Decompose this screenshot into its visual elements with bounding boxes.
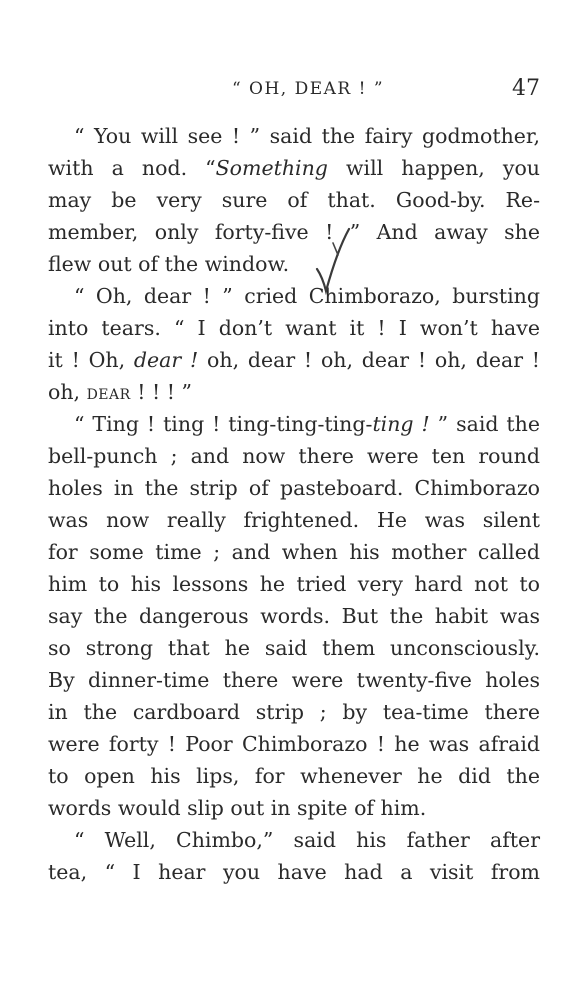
text-line: was now really frightened. He was silent [48,508,540,532]
text-line: holes in the strip of pasteboard. Chimborazo [48,476,540,500]
text-line: it ! Oh, dear ! oh, dear ! oh, dear ! oh, dear ! [48,348,541,372]
running-head [48,74,540,104]
text-line: flew out of the window. [48,252,290,276]
text-line: to open his lips, for whenever he did the [48,764,540,788]
page-number: 47 [512,76,540,101]
text-line: “ Well, Chimbo,” said his father after [74,828,540,852]
text-line: “ Ting ! ting ! ting-ting-ting-ting ! ” said the [74,412,541,436]
text-line: oh, dear ! ! ! ” [48,380,192,404]
text-line: say the dangerous words. But the habit was [48,604,540,628]
text-line: member, only forty-five ! ” And away she [48,220,540,244]
body-text [48,120,540,888]
text-line: for some time ; and when his mother called [48,540,540,564]
text-line: with a nod. “Something will happen, you [48,156,540,180]
text-line: in the cardboard strip ; by tea-time there [48,700,540,724]
text-line: may be very sure of that. Good-by. Re- [48,188,540,212]
text-line: were forty ! Poor Chimborazo ! he was afraid [48,732,540,756]
text-line: bell-punch ; and now there were ten round [48,444,540,468]
text-line: “ Oh, dear ! ” cried Chimborazo, bursting [74,284,540,308]
text-line: so strong that he said them unconsciously. [48,636,540,660]
italic-word: Something [215,156,328,180]
text-line: into tears. “ I don’t want it ! I won’t have [48,316,540,340]
running-title: “ OH, DEAR ! ” [231,79,385,99]
text-line: words would slip out in spite of him. [48,796,427,820]
italic-word: dear ! [133,348,199,372]
text-line: tea, “ I hear you have had a visit from [48,860,540,884]
pencil-tick-mark [313,225,353,295]
text-line: “ You will see ! ” said the fairy godmother, [74,124,540,148]
text-line: him to his lessons he tried very hard not to [48,572,540,596]
small-caps-word: dear [86,380,131,404]
italic-word: ting ! [372,412,430,436]
text-line: By dinner-time there were twenty-five holes [48,668,540,692]
